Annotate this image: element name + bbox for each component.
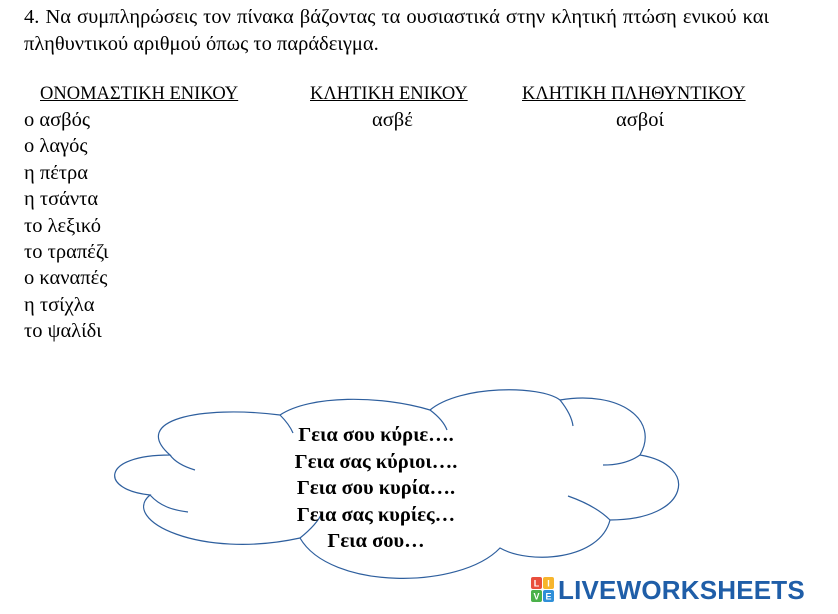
example-vocative-singular: ασβέ <box>372 109 413 131</box>
noun-row-9: το ψαλίδι <box>24 320 102 343</box>
svg-text:V: V <box>533 591 540 602</box>
svg-text:E: E <box>545 591 552 602</box>
noun-row-8: η τσίχλα <box>24 293 95 316</box>
greeting-line-1: Γεια σου κύριε…. <box>298 424 454 446</box>
noun-row-1: ο ασβός <box>24 109 90 131</box>
greeting-line-5: Γεια σου… <box>327 530 425 547</box>
greeting-line-3: Γεια σου κυρία…. <box>296 477 456 500</box>
exercise-instructions: 4. Να συμπληρώσεις τον πίνακα βάζοντας τα ουσιαστικά στην κλητική πτώση ενικού και πληθυντικού αριθμού όπως το παράδειγμα. <box>24 6 769 55</box>
liveworksheets-logo <box>531 576 805 604</box>
greeting-line-2: Γεια σας κύριοι…. <box>294 450 458 473</box>
greeting-line-4: Γεια σας κυρίες… <box>296 503 456 526</box>
noun-row-6: το τραπέζι <box>24 241 109 264</box>
header-nominative-singular: ΟΝΟΜΑΣΤΙΚΗ ΕΝΙΚΟΥ <box>40 84 239 104</box>
noun-row-4: η τσάντα <box>24 188 99 211</box>
noun-row-5: το λεξικό <box>24 214 101 237</box>
svg-text:I: I <box>547 578 550 589</box>
noun-row-3: η πέτρα <box>24 161 89 184</box>
header-vocative-singular: ΚΛΗΤΙΚΗ ΕΝΙΚΟΥ <box>310 84 468 104</box>
header-vocative-plural: ΚΛΗΤΙΚΗ ΠΛΗΘΥΝΤΙΚΟΥ <box>522 84 746 104</box>
noun-row-7: ο καναπές <box>24 267 108 290</box>
svg-text:L: L <box>533 578 540 589</box>
cloud-greetings <box>276 422 476 547</box>
liveworksheets-wordmark: LIVEWORKSHEETS <box>558 575 805 605</box>
noun-row-2: ο λαγός <box>24 135 88 158</box>
liveworksheets-mark-icon <box>531 577 555 603</box>
example-vocative-plural: ασβοί <box>616 109 664 131</box>
